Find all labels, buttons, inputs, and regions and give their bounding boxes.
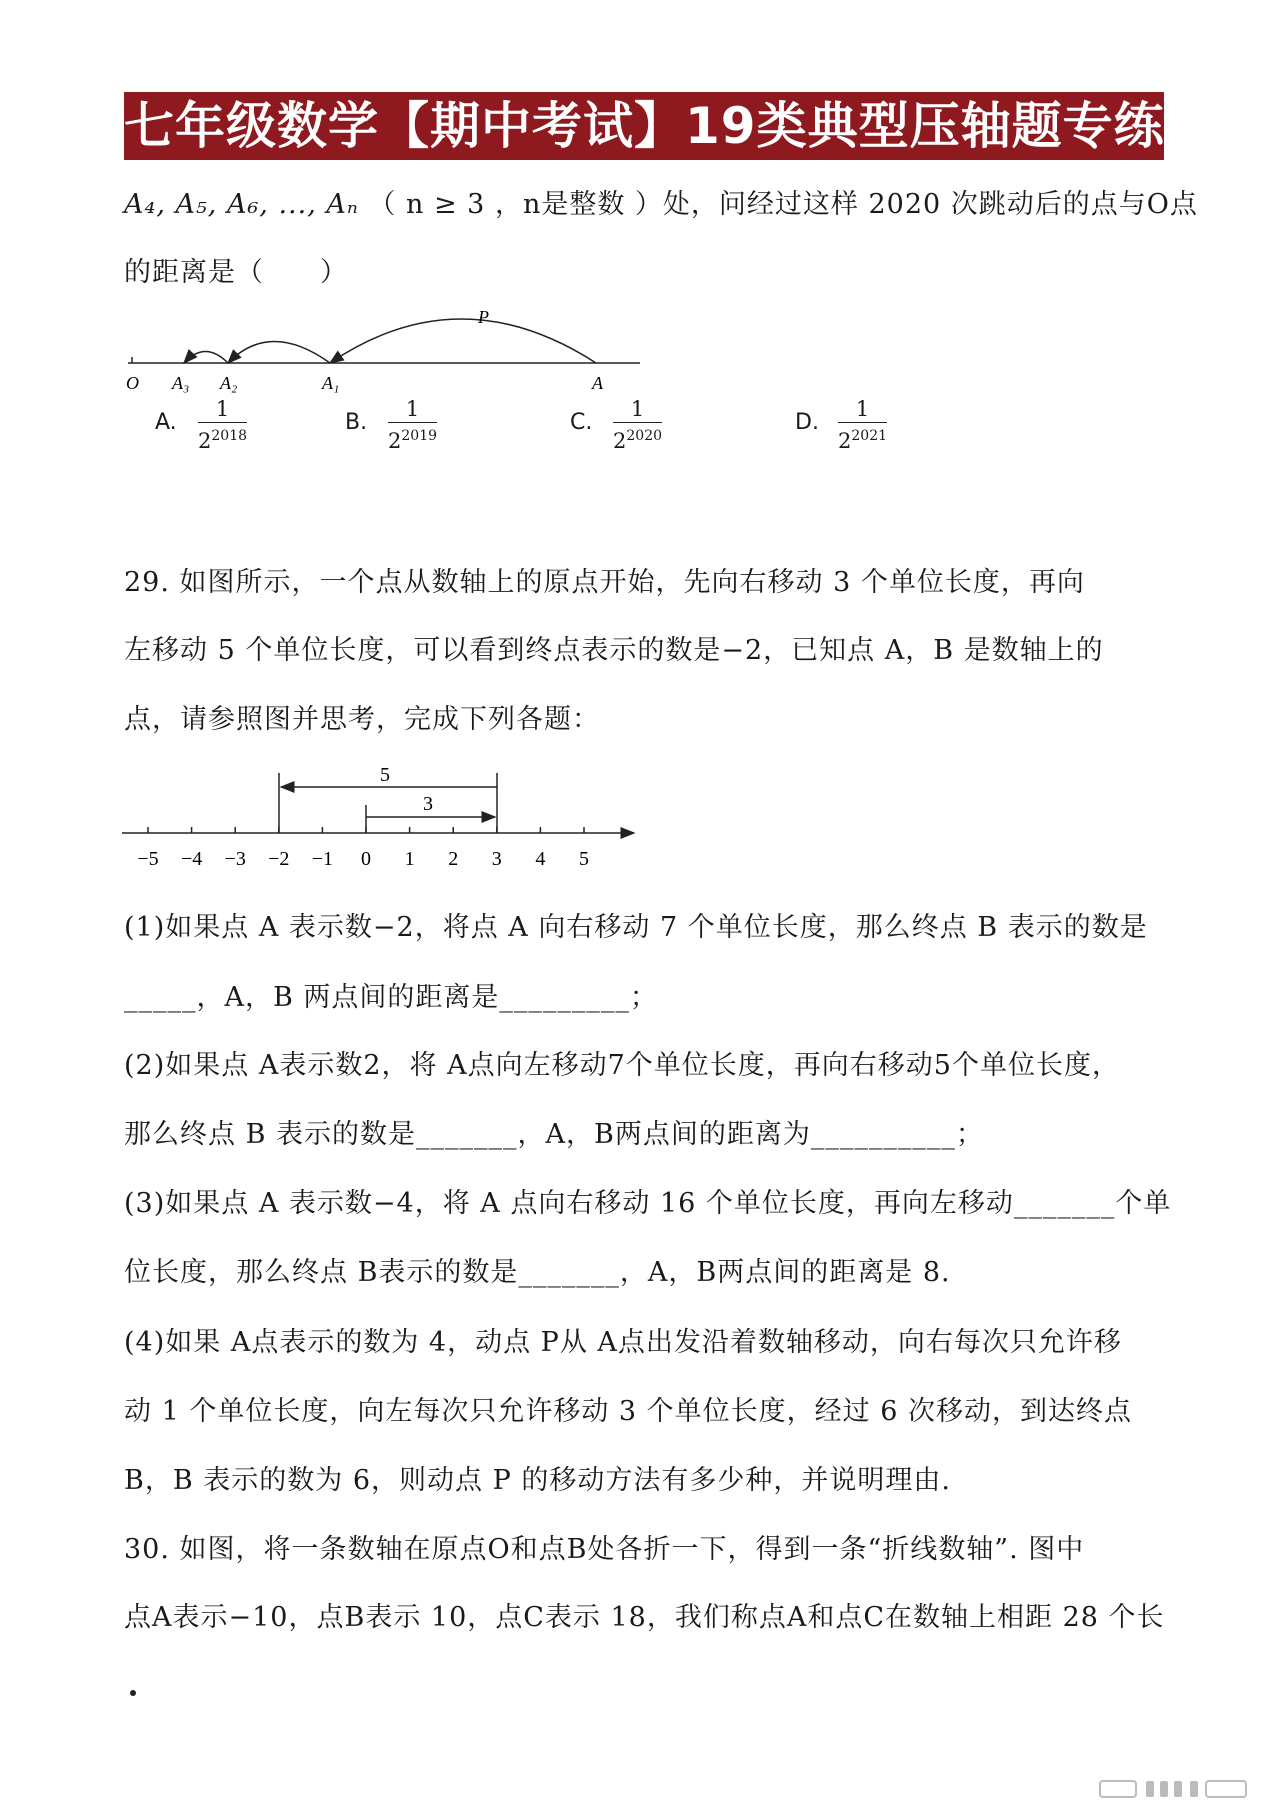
option-d-fraction <box>838 398 887 452</box>
trailing-dot <box>130 1690 136 1696</box>
q28-line2: 的距离是（ ） <box>124 257 348 288</box>
option-a-letter: A. <box>155 410 177 435</box>
q30-line2: 点A表示−10，点B表示 10，点C表示 18，我们称点A和点C在数轴上相距 28 个长 <box>124 1602 1165 1633</box>
q29-tick-label: 4 <box>535 848 546 870</box>
q29-part1-line1: (1)如果点 A 表示数−2，将点 A 向右移动 7 个单位长度，那么终点 B 表示的数是 <box>124 912 1148 943</box>
q29-tick-label: −5 <box>137 848 159 870</box>
q28-label-P: P <box>478 307 489 327</box>
q29-number-line-figure <box>118 765 648 880</box>
q29-tick-label: 3 <box>491 848 502 870</box>
q29-tick-label: −2 <box>268 848 290 870</box>
q29-part3-line1: (3)如果点 A 表示数−4，将 A 点向右移动 16 个单位长度，再向左移动_______个单 <box>124 1188 1172 1219</box>
q28-arc-A1-to-A2 <box>228 342 330 364</box>
option-c-fraction <box>613 398 662 452</box>
q28-label-A1: A₁ <box>322 373 340 393</box>
option-b-exponent: 2019 <box>401 428 438 444</box>
option-b-letter: B. <box>345 410 368 435</box>
option-d-numerator: 1 <box>838 398 887 423</box>
page-banner-title: 七年级数学【期中考试】19类典型压轴题专练 <box>124 92 1164 160</box>
q28-line1-text: （ n ≥ 3 ，n是整数 ）处，问经过这样 2020 次跳动后的点与O点 <box>368 189 1198 220</box>
q28-label-A: A <box>592 373 603 393</box>
option-a-fraction <box>198 398 247 452</box>
q29-part2-line1: (2)如果点 A表示数2，将 A点向左移动7个单位长度，再向右移动5个单位长度， <box>124 1050 1120 1081</box>
q29-part3-line2: 位长度，那么终点 B表示的数是_______，A，B两点间的距离是 8. <box>124 1257 951 1288</box>
q28-label-A2: A₂ <box>220 373 238 393</box>
q29-part4-line1: (4)如果 A点表示的数为 4，动点 P从 A点出发沿着数轴移动，向右每次只允许移 <box>124 1327 1122 1358</box>
option-d-denominator: $2^{2021}$ <box>838 428 888 453</box>
q29-tick-label: −1 <box>311 848 334 870</box>
q29-part2-line2: 那么终点 B 表示的数是_______，A，B两点间的距离为__________； <box>124 1119 984 1150</box>
option-d-letter: D. <box>795 410 819 435</box>
q28-label-O: O <box>126 373 139 393</box>
q28-arc-A2-to-A3 <box>184 352 228 364</box>
q29-arrow-5-label: 5 <box>380 765 390 786</box>
option-c-letter: C. <box>570 410 593 435</box>
q29-part4-line2: 动 1 个单位长度，向左每次只允许移动 3 个单位长度，经过 6 次移动，到达终点 <box>124 1396 1133 1427</box>
option-b-fraction <box>388 398 437 452</box>
q29-line3: 点，请参照图并思考，完成下列各题： <box>124 704 600 735</box>
q28-arc-A-to-A1 <box>330 319 596 363</box>
option-a-numerator: 1 <box>198 398 247 423</box>
option-b-denominator: $2^{2019}$ <box>388 428 438 453</box>
q29-arrow-3-label: 3 <box>423 793 433 815</box>
q29-part1-line2: _____，A，B 两点间的距离是_________； <box>124 982 658 1013</box>
q28-jump-figure <box>120 295 650 405</box>
q29-line1: 29. 如图所示，一个点从数轴上的原点开始，先向右移动 3 个单位长度，再向 <box>124 567 1085 598</box>
q30-line1: 30. 如图，将一条数轴在原点O和点B处各折一下，得到一条“折线数轴”. 图中 <box>124 1534 1085 1565</box>
q29-tick-label: −4 <box>180 848 203 870</box>
q29-tick-label: 5 <box>579 848 589 870</box>
q29-line2: 左移动 5 个单位长度，可以看到终点表示的数是−2，已知点 A，B 是数轴上的 <box>124 635 1104 666</box>
page-indicator-icon <box>1098 1778 1258 1800</box>
q29-tick-label: 0 <box>361 848 371 870</box>
q29-tick-label: 2 <box>448 848 459 870</box>
q28-points-sequence: A₄, A₅, A₆, ..., Aₙ <box>124 189 359 220</box>
q29-tick-label: 1 <box>404 848 415 870</box>
option-c-numerator: 1 <box>613 398 662 423</box>
option-c-denominator: $2^{2020}$ <box>613 428 663 453</box>
option-d-exponent: 2021 <box>851 428 888 444</box>
q29-part4-line3: B，B 表示的数为 6，则动点 P 的移动方法有多少种，并说明理由. <box>124 1465 951 1496</box>
option-c-exponent: 2020 <box>626 428 663 444</box>
q29-tick-label: −3 <box>224 848 246 870</box>
option-b-numerator: 1 <box>388 398 437 423</box>
q28-line1 <box>124 182 1198 221</box>
q28-label-A3: A₃ <box>172 373 190 393</box>
option-a-denominator: $2^{2018}$ <box>198 428 248 453</box>
option-a-exponent: 2018 <box>211 428 248 444</box>
